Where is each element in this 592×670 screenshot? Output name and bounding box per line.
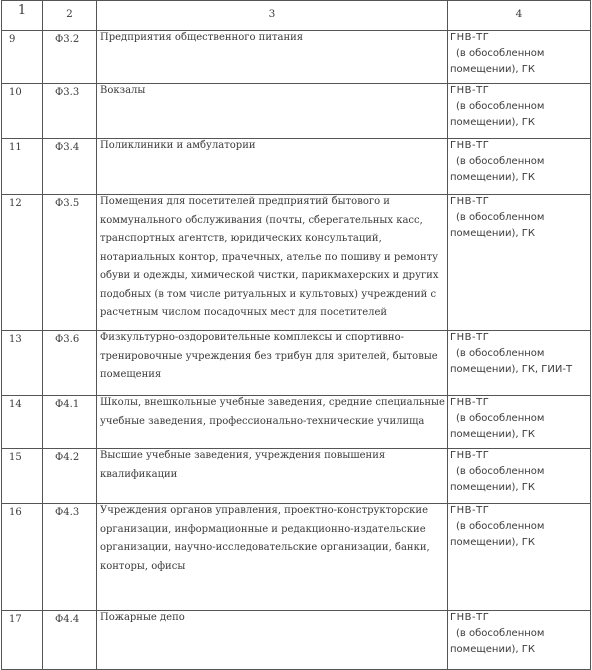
system-types: ГНВ-ТГ (в обособленном помещении), ГК	[450, 612, 545, 655]
row-number: 15	[9, 452, 22, 463]
class-description: Помещения для посетителей предприятий бытового и коммунального обслуживания (почты, сберегательных касс, транспортных агентств, юридических консультаций, нотариальных контор, прачечных, ателье по пошиву и ремонту обуви и одежды, химической чистки, парикмахерских и других подобных (в том числе ритуальных и культовых) учреждений с расчетным числом посадочных мест для посетителей	[100, 196, 439, 318]
table-row	[2, 195, 591, 331]
class-description: Поликлиники и амбулатории	[100, 140, 256, 151]
class-description: Пожарные депо	[100, 612, 185, 623]
class-description: Вокзалы	[100, 85, 146, 96]
row-number: 17	[9, 614, 22, 625]
row-number: 10	[9, 87, 22, 98]
class-code: Ф4.3	[55, 507, 80, 518]
table-row	[2, 396, 591, 449]
system-types: ГНВ-ТГ (в обособленном помещении), ГК, ГИИ-Т	[450, 332, 573, 375]
table-row	[2, 611, 591, 670]
building-class-table	[1, 0, 591, 670]
table-row	[2, 331, 591, 396]
system-types: ГНВ-ТГ (в обособленном помещении), ГК	[450, 505, 545, 548]
class-code: Ф4.2	[55, 452, 80, 463]
table-row	[2, 139, 591, 195]
row-number: 12	[9, 198, 22, 209]
class-description: Учреждения органов управления, проектно-конструкторские организации, информационные и редакционно-издательские организации, научно-исследовательские организации, банки, конторы, офисы	[100, 505, 430, 572]
class-description: Предприятия общественного питания	[100, 32, 304, 43]
system-types: ГНВ-ТГ (в обособленном помещении), ГК	[450, 450, 545, 493]
row-number: 16	[9, 507, 22, 518]
row-number: 14	[9, 399, 22, 410]
table-header-row	[2, 1, 591, 31]
table-row	[2, 504, 591, 611]
class-code: Ф3.5	[55, 198, 80, 209]
class-code: Ф3.3	[55, 87, 80, 98]
row-number: 9	[9, 34, 16, 45]
class-code: Ф3.6	[55, 334, 80, 345]
class-code: Ф3.4	[55, 142, 80, 153]
header-col-2: 2	[43, 1, 97, 31]
class-description: Школы, внешкольные учебные заведения, средние специальные учебные заведения, профессионально-технические училища	[100, 397, 445, 427]
table-row	[2, 449, 591, 504]
row-number: 11	[9, 142, 22, 153]
class-code: Ф4.1	[55, 399, 80, 410]
class-description: Высшие учебные заведения, учреждения повышения квалификации	[100, 450, 386, 480]
header-col-4: 4	[448, 1, 591, 31]
class-code: Ф3.2	[55, 34, 80, 45]
class-code: Ф4.4	[55, 614, 80, 625]
system-types: ГНВ-ТГ (в обособленном помещении), ГК	[450, 85, 545, 128]
system-types: ГНВ-ТГ (в обособленном помещении), ГК	[450, 397, 545, 440]
row-number: 13	[9, 334, 22, 345]
system-types: ГНВ-ТГ (в обособленном помещении), ГК	[450, 140, 545, 183]
system-types: ГНВ-ТГ (в обособленном помещении), ГК	[450, 196, 545, 239]
table-row	[2, 84, 591, 139]
header-col-3: 3	[97, 1, 448, 31]
header-col-1: 1	[2, 1, 43, 31]
class-description: Физкультурно-оздоровительные комплексы и спортивно-тренировочные учреждения без трибун для зрителей, бытовые помещения	[100, 332, 438, 380]
table-row	[2, 31, 591, 84]
system-types: ГНВ-ТГ (в обособленном помещении), ГК	[450, 32, 545, 75]
